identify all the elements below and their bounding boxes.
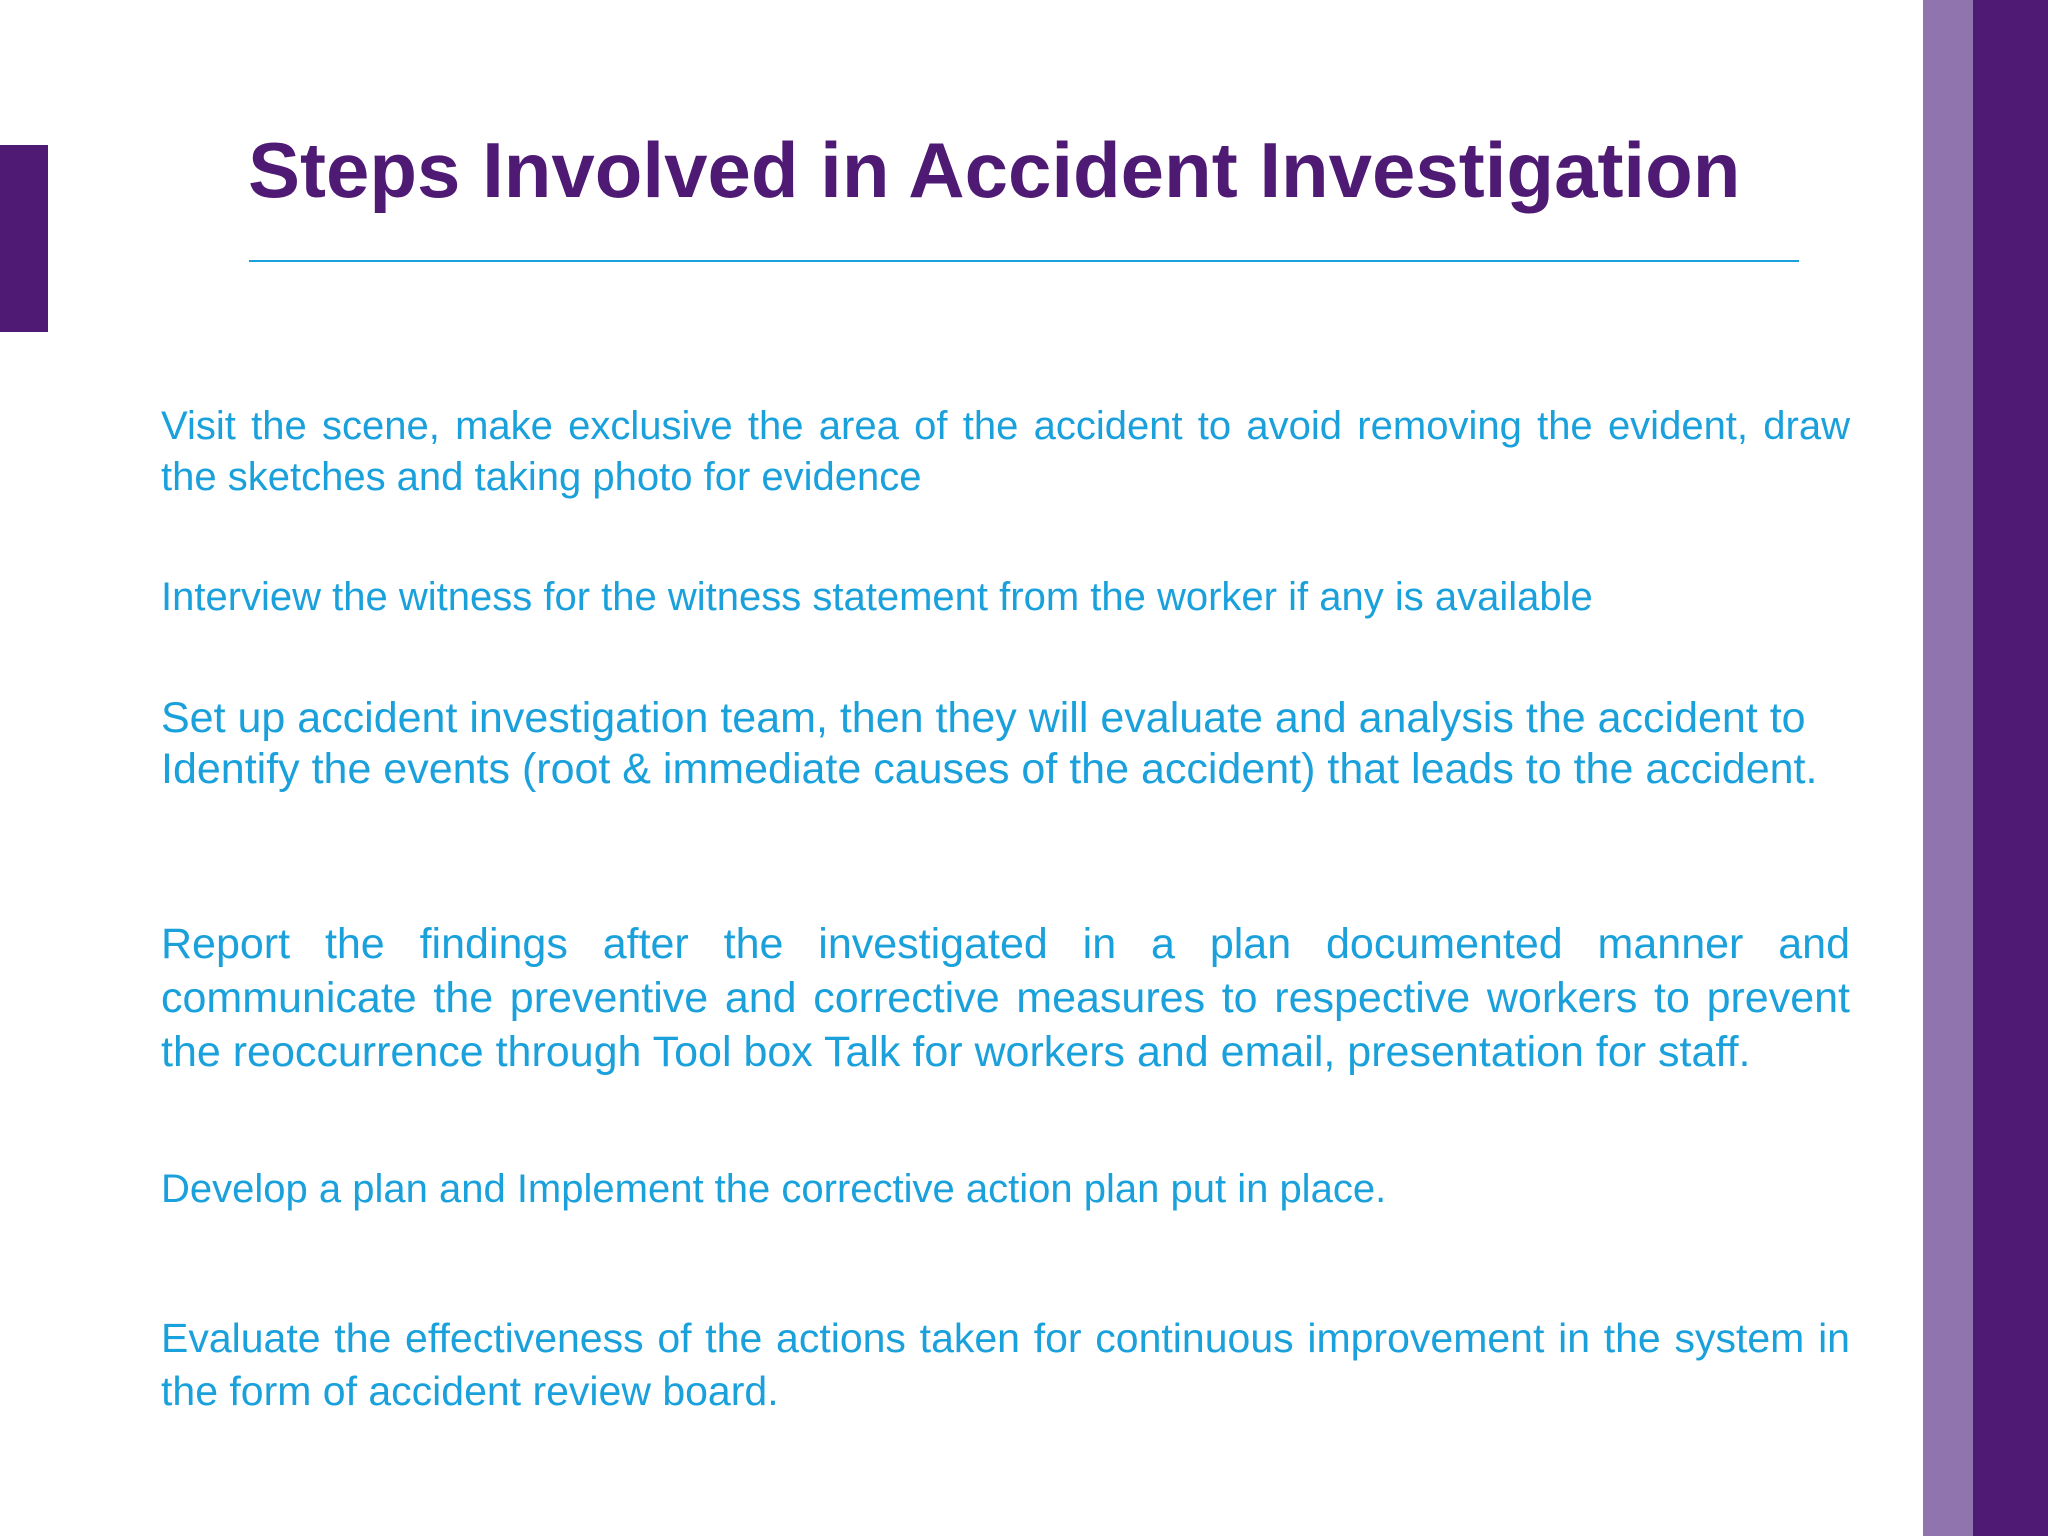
step-5-text: Develop a plan and Implement the corrective action plan put in place. — [161, 1167, 1387, 1211]
step-3-text: Set up accident investigation team, then they will evaluate and analysis the accident to Identify the events (root & immediate causes of the accident) that leads to the accident. — [161, 694, 1818, 793]
right-accent-band-light — [1923, 0, 1973, 1536]
step-4-text: Report the findings after the investigated in a plan documented manner and communicate the preventive and corrective measures to respective workers to prevent the reoccurrence through Tool box Talk for workers and email, presentation for staff. — [161, 920, 1850, 1076]
step-2-text: Interview the witness for the witness statement from the worker if any is available — [161, 575, 1593, 619]
right-accent-band-dark — [1973, 0, 2048, 1536]
left-accent-bar — [0, 145, 48, 332]
step-6-text: Evaluate the effectiveness of the actions taken for continuous improvement in the system in the form of accident review board. — [161, 1315, 1850, 1414]
title-underline-rule — [249, 260, 1799, 262]
slide-title: Steps Involved in Accident Investigation — [248, 126, 1741, 214]
step-1-text: Visit the scene, make exclusive the area of the accident to avoid removing the evident, draw the sketches and taking photo for evidence — [161, 404, 1850, 499]
